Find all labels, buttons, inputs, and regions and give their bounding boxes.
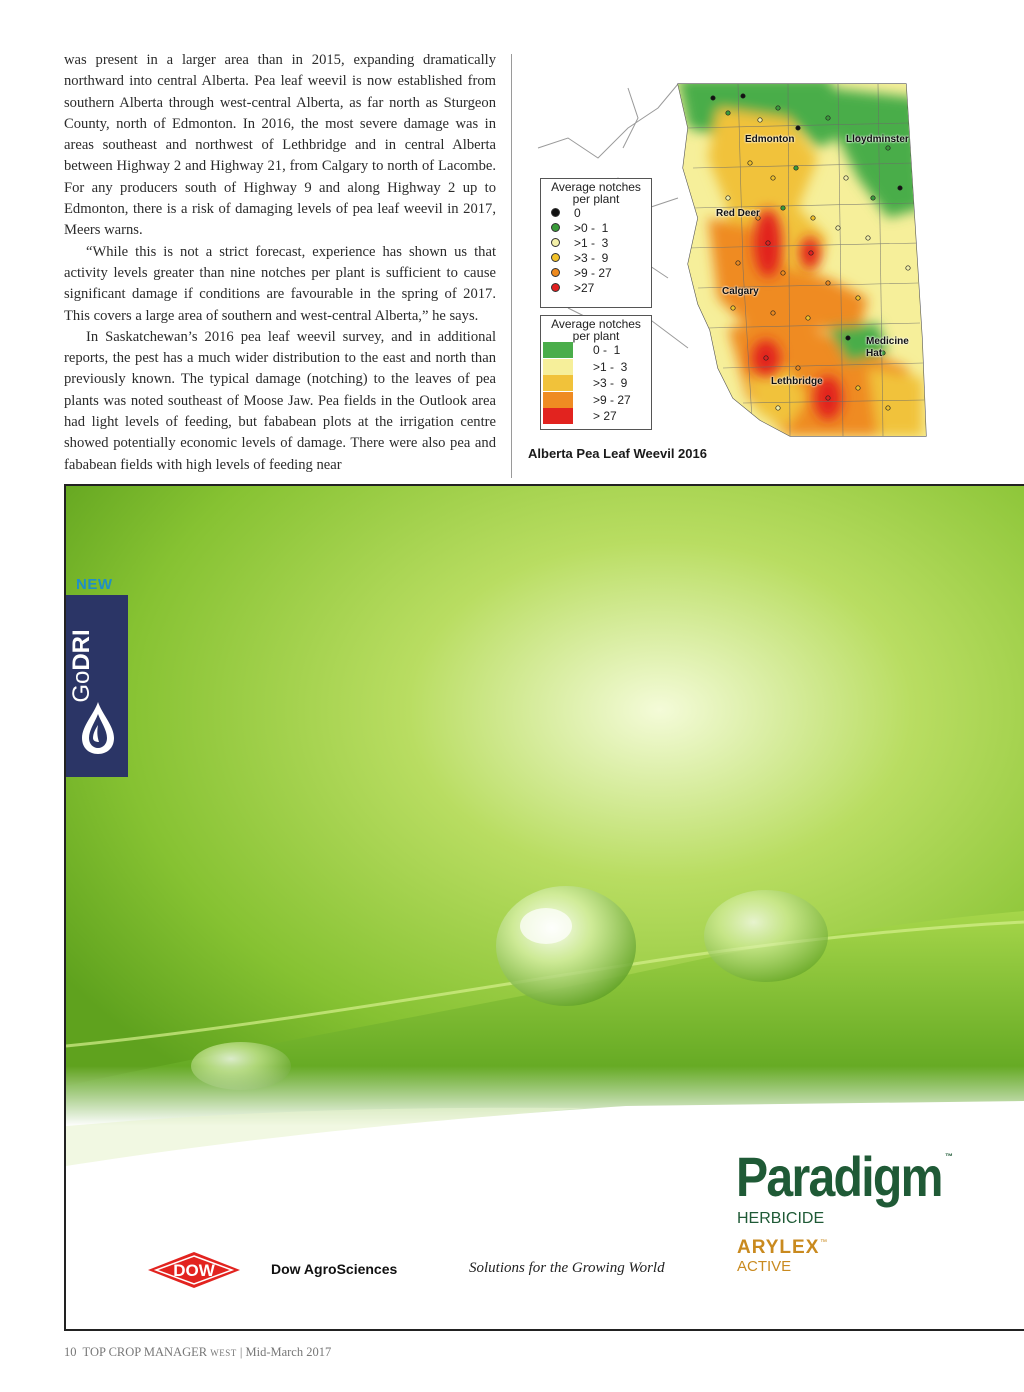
legend-row [541,392,651,409]
water-drop-icon [80,700,116,756]
legend-row [541,265,651,280]
godri-suffix: DRI [68,629,95,671]
legend-dot-icon [551,208,560,217]
city-label-medicine-hat: Medicine Hat [866,336,909,359]
arylex-label: ARYLEX [737,1237,820,1258]
city-label-lloydminster: Lloydminster [846,134,909,145]
magazine-edition: WEST [210,1348,237,1358]
article-paragraph: “While this is not a strict forecast, experience has shown us that activity levels greater than nine notches per plant is sufficient to cause significant damage if conditions are favourable in the spring of 2017. This covers a large area of southern and west-central Alberta,” he says. [64,243,496,324]
legend-label: > 27 [593,409,617,424]
magazine-name: TOP CROP MANAGER [82,1345,208,1359]
map-legend-areas [540,315,652,430]
legend-dot-icon [551,268,560,277]
legend-swatch [543,359,573,375]
dow-slogan: Solutions for the Growing World [469,1260,665,1276]
legend-title: Average notches per plant [551,180,641,206]
legend-row [541,205,651,220]
paradigm-brand: Paradigm [736,1145,942,1208]
legend-row [541,220,651,235]
legend-swatch [543,408,573,424]
map-caption: Alberta Pea Leaf Weevil 2016 [528,446,707,461]
legend-row [541,408,651,425]
page-footer [64,1345,331,1360]
godri-prefix: Go [68,670,95,703]
city-label-calgary: Calgary [722,286,759,297]
legend-label: >27 [574,280,595,295]
legend-label: 0 [574,205,581,220]
article-paragraph: was present in a larger area than in 2015, expanding dramatically northward into central Alberta. Pea leaf weevil is now established from southern Alberta through west-central Alberta, as far north as Sturgeon County, north of Edmonton. In 2016, the most severe damage was in areas southeast and northwest of Lethbridge and in central Alberta between Highway 2 and Highway 21, from Calgary to north of Lacombe. For any producers south of Highway 9 and along Highway 2 up to Edmonton, there is a risk of damaging levels of pea leaf weevil in 2017, Meers warns. [64,52,496,239]
legend-label: >9 - 27 [574,265,612,280]
legend-dot-icon [551,238,560,247]
dow-diamond-logo [146,1250,242,1290]
legend-title: Average notches per plant [551,317,641,343]
footer-separator: | [239,1345,243,1359]
legend-label: >1 - 3 [593,359,628,374]
new-badge: NEW [76,576,113,593]
white-swoosh [66,1086,1024,1331]
legend-dot-icon [551,223,560,232]
godri-logo-text [68,629,96,702]
legend-swatch [543,342,573,358]
page-number: 10 [64,1345,77,1359]
arylex-trademark: ™ [820,1239,827,1246]
legend-row [541,235,651,250]
legend-label: >3 - 9 [574,250,609,265]
herbicide-label: HERBICIDE [737,1210,825,1227]
legend-row [541,342,651,359]
legend-label: >0 - 1 [574,220,609,235]
dow-agrosciences-name: Dow AgroSciences [271,1261,398,1277]
legend-swatch [543,375,573,391]
city-label-lethbridge: Lethbridge [771,376,823,387]
article-body [64,50,496,476]
legend-row [541,375,651,392]
paradigm-trademark: ™ [945,1152,953,1161]
legend-dot-icon [551,283,560,292]
legend-label: >1 - 3 [574,235,609,250]
column-divider [511,54,512,478]
legend-label: >3 - 9 [593,376,628,391]
issue-date: Mid-March 2017 [245,1345,332,1359]
article-paragraph: In Saskatchewan’s 2016 pea leaf weevil survey, and in additional reports, the pest has a much wider distribution to the east and north than previously known. The typical damage (notching) to the leaves of pea plants was noted southeast of Moose Jaw. Pea fields in the Outlook area had light levels of feeding, but fababean plots at the irrigation centre showed potentially economic levels of damage. There were also pea and fababean fields with high levels of feeding near [64,328,496,473]
legend-label: 0 - 1 [593,343,621,358]
legend-dot-icon [551,253,560,262]
active-label: ACTIVE [737,1258,792,1275]
city-label-edmonton: Edmonton [745,134,795,145]
legend-row [541,359,651,376]
legend-swatch [543,392,573,408]
dow-logo-text: DOW [173,1261,215,1280]
map-legend-points [540,178,652,308]
legend-row [541,250,651,265]
city-label-red-deer: Red Deer [716,208,760,219]
leaf-waterdrop-photo [66,486,1024,1126]
legend-row [541,280,651,295]
legend-label: >9 - 27 [593,392,631,407]
